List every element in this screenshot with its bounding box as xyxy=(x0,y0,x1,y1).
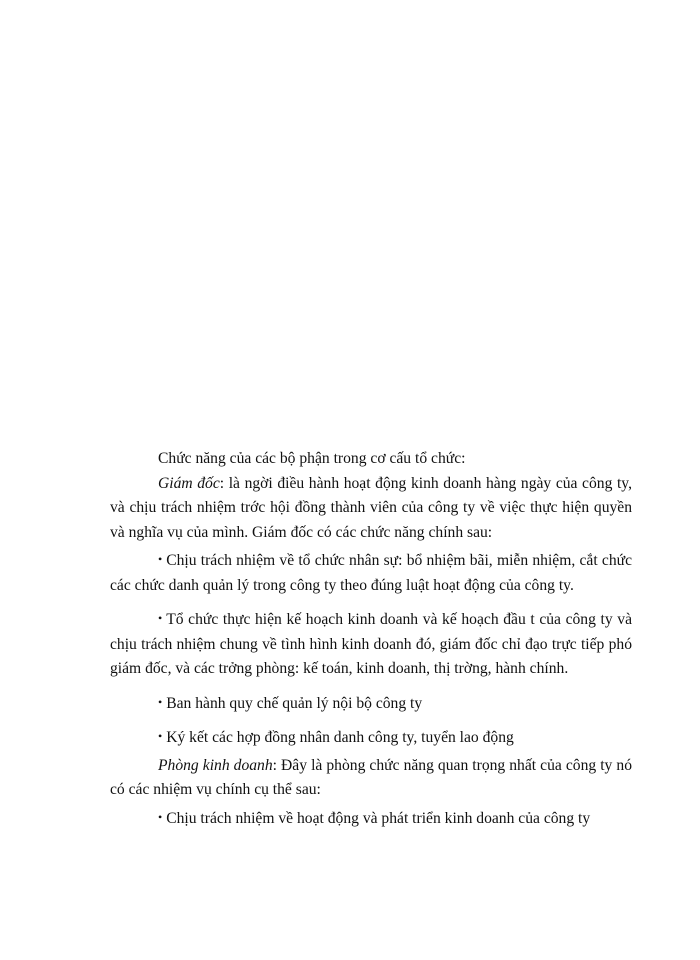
giam-doc-paragraph xyxy=(110,472,632,546)
list-item: • Ban hành quy chế quản lý nội bộ công ty xyxy=(158,694,423,712)
list-item: • Ký kết các hợp đồng nhân danh công ty, tuyển lao động xyxy=(158,729,514,746)
section-heading: Chức năng của các bộ phận trong cơ cấu tổ chức: xyxy=(158,450,466,467)
phong-kinh-doanh-paragraph xyxy=(110,754,632,803)
list-item: • Chịu trách nhiệm về tổ chức nhân sự: bổ nhiệm bãi, miễn nhiệm, cắt chức các chức danh quản lý trong công ty theo đúng luật hoạt động của công ty. xyxy=(110,552,632,594)
bullet-icon: • xyxy=(158,694,163,709)
bullet-icon: • xyxy=(158,552,163,566)
bullet-icon: • xyxy=(158,611,163,625)
bullet-icon: • xyxy=(158,729,163,743)
list-item: • Chịu trách nhiệm về hoạt động và phát triển kinh doanh của công ty xyxy=(158,809,591,827)
phong-kinh-doanh-text: : Đây là phòng chức năng quan trọng nhất của công ty nó có các nhiệm vụ chính cụ thể sau: xyxy=(110,756,633,798)
phong-kinh-doanh-term: Phòng kinh doanh xyxy=(158,756,273,774)
list-item: • Tổ chức thực hiện kế hoạch kinh doanh và kế hoạch đầu t của công ty và chịu trách nhiệm chung về tình hình kinh doanh đó, giám đốc chỉ đạo trực tiếp phó giám đốc, và các trởng phòng: kế toán, kinh doanh, thị trờng, hành chính. xyxy=(110,611,632,677)
giam-doc-term: Giám đốc xyxy=(158,474,220,492)
giam-doc-text: : là ngời điều hành hoạt động kinh doanh hàng ngày của công ty, và chịu trách nhiệm trớc hội đồng thành viên của công ty về việc thực hiện quyền và nghĩa vụ của mình. Giám đốc có các chức năng chính sau: xyxy=(110,474,632,541)
document-body xyxy=(110,447,632,831)
bullet-icon: • xyxy=(158,809,163,824)
